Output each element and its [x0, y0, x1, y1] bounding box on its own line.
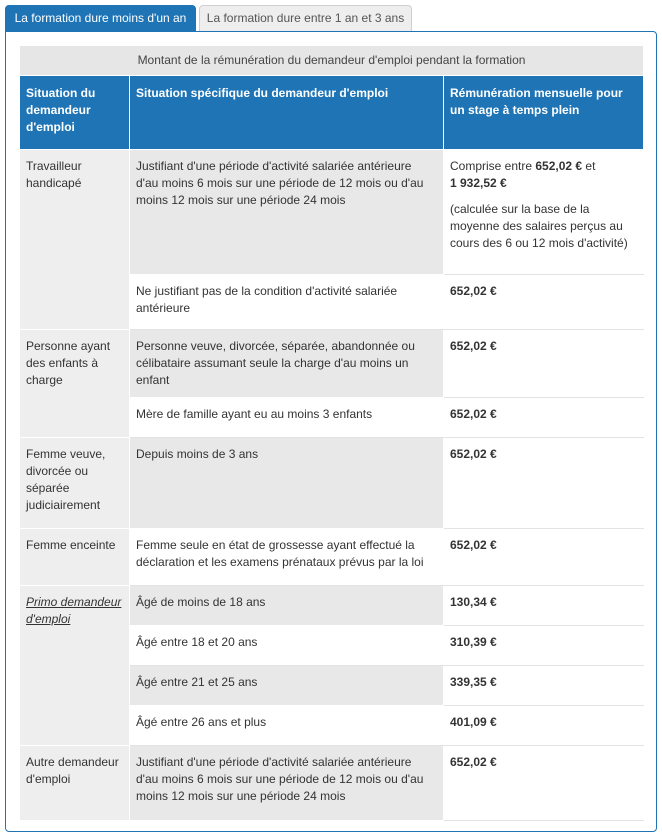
tab-less-than-one-year[interactable]: La formation dure moins d'un an — [5, 5, 196, 31]
header-situation: Situation du demandeur d'emploi — [20, 76, 130, 150]
amount-cell: 652,02 € — [444, 330, 644, 398]
header-specific-situation: Situation spécifique du demandeur d'emploi — [130, 76, 444, 150]
amount-note: (calculée sur la base de la moyenne des salaires perçus au cours des 6 ou 12 mois d'activité) — [450, 202, 628, 250]
primo-demandeur-link[interactable]: Primo demandeur d'emploi — [26, 595, 122, 626]
amount-cell — [444, 150, 644, 275]
situation-cell — [20, 586, 130, 746]
table-row — [20, 529, 644, 586]
specific-cell: Âgé entre 18 et 20 ans — [130, 626, 444, 666]
table-row — [20, 150, 644, 275]
amount-cell: 652,02 € — [444, 438, 644, 529]
specific-cell: Âgé de moins de 18 ans — [130, 586, 444, 626]
specific-cell: Justifiant d'une période d'activité salariée antérieure d'au moins 6 mois sur une période de 12 mois ou d'au moins 12 mois sur une période 24 mois — [130, 746, 444, 821]
amount-cell: 401,09 € — [444, 706, 644, 746]
amount-cell: 339,35 € — [444, 666, 644, 706]
amount-cell: 652,02 € — [444, 529, 644, 586]
remuneration-table — [19, 45, 644, 821]
amount-mid: et — [582, 159, 596, 173]
amount-cell: 130,34 € — [444, 586, 644, 626]
table-row — [20, 746, 644, 821]
situation-cell: Autre demandeur d'emploi — [20, 746, 130, 821]
situation-cell: Travailleur handicapé — [20, 150, 130, 330]
specific-cell: Justifiant d'une période d'activité salariée antérieure d'au moins 6 mois sur une période de 12 mois ou d'au moins 12 mois sur une période 24 mois — [130, 150, 444, 275]
table-caption: Montant de la rémunération du demandeur d'emploi pendant la formation — [20, 46, 644, 76]
tab-one-to-three-years[interactable]: La formation dure entre 1 an et 3 ans — [199, 5, 412, 31]
amount-cell: 652,02 € — [444, 398, 644, 438]
table-row — [20, 586, 644, 626]
amount-cell: 652,02 € — [444, 275, 644, 330]
specific-cell: Personne veuve, divorcée, séparée, abandonnée ou célibataire assumant seule la charge d'au moins un enfant — [130, 330, 444, 398]
specific-cell: Depuis moins de 3 ans — [130, 438, 444, 529]
header-monthly-remuneration: Rémunération mensuelle pour un stage à temps plein — [444, 76, 644, 150]
specific-cell: Ne justifiant pas de la condition d'activité salariée antérieure — [130, 275, 444, 330]
table-row — [20, 330, 644, 398]
specific-cell: Âgé entre 21 et 25 ans — [130, 666, 444, 706]
tab-panel — [5, 31, 657, 832]
table-row — [20, 438, 644, 529]
amount-value: 652,02 € — [535, 159, 583, 173]
specific-cell: Femme seule en état de grossesse ayant effectué la déclaration et les examens prénataux prévus par la loi — [130, 529, 444, 586]
amount-value-max: 1 932,52 € — [450, 176, 507, 190]
situation-cell: Femme veuve, divorcée ou séparée judiciairement — [20, 438, 130, 529]
situation-cell: Femme enceinte — [20, 529, 130, 586]
situation-cell: Personne ayant des enfants à charge — [20, 330, 130, 438]
specific-cell: Âgé entre 26 ans et plus — [130, 706, 444, 746]
specific-cell: Mère de famille ayant eu au moins 3 enfants — [130, 398, 444, 438]
amount-prefix: Comprise entre — [450, 159, 536, 173]
amount-cell: 310,39 € — [444, 626, 644, 666]
amount-cell: 652,02 € — [444, 746, 644, 821]
